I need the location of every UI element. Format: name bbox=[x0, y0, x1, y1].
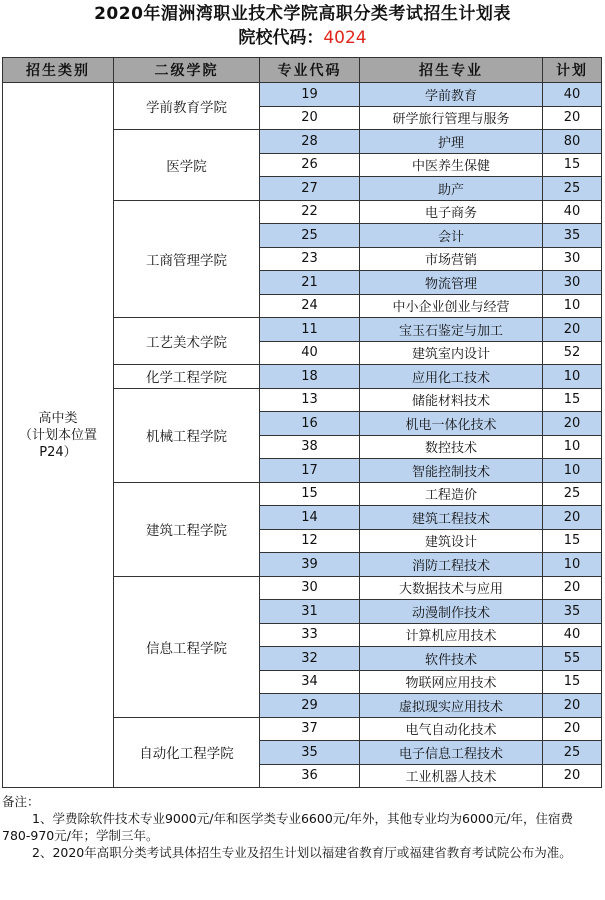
major-code-cell: 35 bbox=[260, 741, 360, 765]
school-code-label: 院校代码： bbox=[238, 28, 324, 48]
major-cell: 建筑室内设计 bbox=[360, 341, 543, 365]
plan-cell: 20 bbox=[543, 764, 602, 788]
major-cell: 数控技术 bbox=[360, 435, 543, 459]
category-line: 高中类 bbox=[38, 410, 78, 426]
plan-cell: 25 bbox=[543, 177, 602, 201]
note-item: 1、学费除软件技术专业9000元/年和医学类专业6600元/年外，其他专业均为6000元/年，住宿费780-970元/年；学制三年。 bbox=[2, 811, 574, 843]
major-code-cell: 30 bbox=[260, 576, 360, 600]
major-code-cell: 17 bbox=[260, 459, 360, 483]
plan-cell: 15 bbox=[543, 153, 602, 177]
major-cell: 消防工程技术 bbox=[360, 553, 543, 577]
plan-cell: 35 bbox=[543, 224, 602, 248]
header-major: 招生专业 bbox=[360, 58, 543, 83]
major-cell: 助产 bbox=[360, 177, 543, 201]
plan-cell: 52 bbox=[543, 341, 602, 365]
major-cell: 物流管理 bbox=[360, 271, 543, 295]
major-cell: 会计 bbox=[360, 224, 543, 248]
college-cell: 自动化工程学院 bbox=[114, 717, 260, 788]
notes-label: 备注： bbox=[2, 794, 40, 809]
major-code-cell: 15 bbox=[260, 482, 360, 506]
header-college: 二级学院 bbox=[114, 58, 260, 83]
plan-cell: 10 bbox=[543, 294, 602, 318]
major-code-cell: 36 bbox=[260, 764, 360, 788]
major-code-cell: 26 bbox=[260, 153, 360, 177]
notes bbox=[2, 793, 598, 861]
major-cell: 机电一体化技术 bbox=[360, 412, 543, 436]
page-title: 2020年湄洲湾职业技术学院高职分类考试招生计划表 bbox=[94, 4, 511, 24]
major-code-cell: 16 bbox=[260, 412, 360, 436]
plan-cell: 20 bbox=[543, 506, 602, 530]
header-category: 招生类别 bbox=[3, 58, 114, 83]
college-cell: 化学工程学院 bbox=[114, 365, 260, 389]
plan-cell: 35 bbox=[543, 600, 602, 624]
major-cell: 计算机应用技术 bbox=[360, 623, 543, 647]
note-item: 2、2020年高职分类考试具体招生专业及招生计划以福建省教育厅或福建省教育考试院公布为准。 bbox=[32, 845, 572, 860]
major-cell: 中小企业创业与经营 bbox=[360, 294, 543, 318]
college-cell: 机械工程学院 bbox=[114, 388, 260, 482]
major-code-cell: 19 bbox=[260, 83, 360, 107]
plan-cell: 40 bbox=[543, 83, 602, 107]
major-code-cell: 28 bbox=[260, 130, 360, 154]
major-cell: 建筑设计 bbox=[360, 529, 543, 553]
header-plan: 计划 bbox=[543, 58, 602, 83]
plan-cell: 30 bbox=[543, 247, 602, 271]
category-cell bbox=[3, 83, 114, 788]
plan-cell: 25 bbox=[543, 482, 602, 506]
category-line: P24） bbox=[39, 444, 77, 460]
major-code-cell: 11 bbox=[260, 318, 360, 342]
major-cell: 市场营销 bbox=[360, 247, 543, 271]
major-code-cell: 37 bbox=[260, 717, 360, 741]
category-line: （计划本位置 bbox=[18, 427, 97, 443]
major-code-cell: 21 bbox=[260, 271, 360, 295]
college-cell: 学前教育学院 bbox=[114, 83, 260, 130]
plan-cell: 55 bbox=[543, 647, 602, 671]
major-cell: 工程造价 bbox=[360, 482, 543, 506]
plan-cell: 80 bbox=[543, 130, 602, 154]
plan-cell: 10 bbox=[543, 365, 602, 389]
plan-cell: 20 bbox=[543, 694, 602, 718]
major-code-cell: 38 bbox=[260, 435, 360, 459]
plan-cell: 25 bbox=[543, 741, 602, 765]
plan-cell: 10 bbox=[543, 553, 602, 577]
major-code-cell: 12 bbox=[260, 529, 360, 553]
major-code-cell: 22 bbox=[260, 200, 360, 224]
plan-cell: 30 bbox=[543, 271, 602, 295]
major-code-cell: 27 bbox=[260, 177, 360, 201]
college-cell: 医学院 bbox=[114, 130, 260, 201]
plan-cell: 20 bbox=[543, 412, 602, 436]
major-code-cell: 31 bbox=[260, 600, 360, 624]
major-cell: 智能控制技术 bbox=[360, 459, 543, 483]
major-cell: 工业机器人技术 bbox=[360, 764, 543, 788]
plan-cell: 40 bbox=[543, 623, 602, 647]
major-code-cell: 29 bbox=[260, 694, 360, 718]
major-code-cell: 33 bbox=[260, 623, 360, 647]
major-code-cell: 14 bbox=[260, 506, 360, 530]
major-code-cell: 18 bbox=[260, 365, 360, 389]
college-cell: 信息工程学院 bbox=[114, 576, 260, 717]
plan-cell: 20 bbox=[543, 576, 602, 600]
major-code-cell: 39 bbox=[260, 553, 360, 577]
plan-cell: 20 bbox=[543, 717, 602, 741]
major-cell: 大数据技术与应用 bbox=[360, 576, 543, 600]
major-code-cell: 20 bbox=[260, 106, 360, 130]
major-cell: 动漫制作技术 bbox=[360, 600, 543, 624]
major-code-cell: 13 bbox=[260, 388, 360, 412]
plan-cell: 20 bbox=[543, 106, 602, 130]
major-code-cell: 32 bbox=[260, 647, 360, 671]
school-code-line bbox=[0, 27, 605, 49]
major-cell: 建筑工程技术 bbox=[360, 506, 543, 530]
college-cell: 工商管理学院 bbox=[114, 200, 260, 318]
major-code-cell: 40 bbox=[260, 341, 360, 365]
plan-cell: 10 bbox=[543, 435, 602, 459]
major-cell: 护理 bbox=[360, 130, 543, 154]
major-cell: 应用化工技术 bbox=[360, 365, 543, 389]
college-cell: 建筑工程学院 bbox=[114, 482, 260, 576]
plan-cell: 20 bbox=[543, 318, 602, 342]
major-cell: 软件技术 bbox=[360, 647, 543, 671]
plan-cell: 40 bbox=[543, 200, 602, 224]
major-cell: 中医养生保健 bbox=[360, 153, 543, 177]
major-cell: 电子信息工程技术 bbox=[360, 741, 543, 765]
major-code-cell: 24 bbox=[260, 294, 360, 318]
major-cell: 储能材料技术 bbox=[360, 388, 543, 412]
header-row bbox=[3, 58, 602, 83]
major-cell: 物联网应用技术 bbox=[360, 670, 543, 694]
college-cell: 工艺美术学院 bbox=[114, 318, 260, 365]
major-cell: 虚拟现实应用技术 bbox=[360, 694, 543, 718]
plan-cell: 15 bbox=[543, 529, 602, 553]
enrollment-plan-table bbox=[2, 57, 602, 788]
major-code-cell: 34 bbox=[260, 670, 360, 694]
plan-cell: 15 bbox=[543, 670, 602, 694]
major-cell: 电子商务 bbox=[360, 200, 543, 224]
plan-cell: 10 bbox=[543, 459, 602, 483]
school-code: 4024 bbox=[323, 28, 367, 48]
major-cell: 电气自动化技术 bbox=[360, 717, 543, 741]
table-row bbox=[3, 83, 602, 107]
major-cell: 学前教育 bbox=[360, 83, 543, 107]
plan-cell: 15 bbox=[543, 388, 602, 412]
table-body bbox=[3, 83, 602, 788]
major-cell: 研学旅行管理与服务 bbox=[360, 106, 543, 130]
major-cell: 宝玉石鉴定与加工 bbox=[360, 318, 543, 342]
major-code-cell: 23 bbox=[260, 247, 360, 271]
major-code-cell: 25 bbox=[260, 224, 360, 248]
header-major-code: 专业代码 bbox=[260, 58, 360, 83]
